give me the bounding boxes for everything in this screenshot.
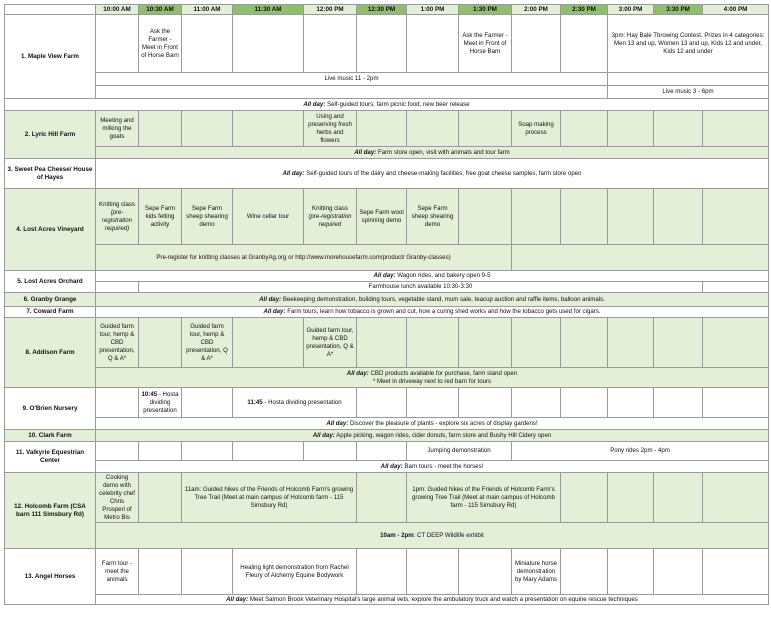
- table-row: [5, 271, 769, 282]
- event-cell: 3pm: Hay Bale Throwing Contest. Prizes in 4 categories: Men 13 and up, Women 13 and up, Kids 12 and under, Kids 12 and under: [608, 15, 769, 73]
- empty-cell: [703, 111, 769, 147]
- allday-text: Meet Salmon Brook Veterinary Hospital's large animal vets, explore the ambulatory truck and watch a presentation on equine rescue techniques: [249, 595, 638, 603]
- allday-cell: [96, 159, 769, 189]
- farm-name: 12. Holcomb Farm (CSA barn 111 Simsbury Rd): [5, 473, 96, 549]
- time-header: 4:00 PM: [703, 5, 769, 15]
- event-cell: Pony rides 2pm - 4pm: [512, 442, 769, 461]
- empty-cell: [304, 15, 357, 73]
- empty-cell: [703, 282, 769, 293]
- event-cell: Soap making process: [512, 111, 561, 147]
- empty-cell: [654, 189, 703, 245]
- event-cell: Miniature horse demonstration by Mary Adams: [512, 549, 561, 595]
- farm-name: 4. Lost Acres Vineyard: [5, 189, 96, 271]
- allday-cell: [96, 461, 769, 473]
- empty-cell: [459, 111, 512, 147]
- event-text: - Hosta dividing presentation: [262, 398, 342, 406]
- event-text: Knitting class: [312, 204, 348, 212]
- empty-cell: [608, 473, 654, 523]
- schedule-table: [4, 4, 769, 605]
- table-row: [5, 86, 769, 99]
- empty-cell: [139, 473, 182, 523]
- event-cell: 1pm: Guided hikes of the Friends of Holcomb Farm's growing Tree Trail (Meet at main campus of Holcomb farm - 115 Simsbury Rd): [407, 473, 561, 523]
- allday-cell: [96, 368, 769, 388]
- event-cell: [233, 388, 357, 418]
- empty-cell: [703, 318, 769, 368]
- empty-cell: [139, 442, 182, 461]
- event-time: 10:45: [141, 390, 158, 398]
- allday-text: Barn tours - meet the horses!: [404, 462, 484, 470]
- table-row: [5, 111, 769, 147]
- allday-text: Wagon rides, and bakery open 9-5: [397, 272, 491, 279]
- empty-cell: [654, 318, 703, 368]
- empty-cell: [608, 111, 654, 147]
- time-header: 12:30 PM: [357, 5, 407, 15]
- event-cell: Farm tour - meet the animals: [96, 549, 139, 595]
- allday-text: Beekeeping demonstration, building tours, vegetable stand, mum sale, teacup auction and raffle items, balloon animals.: [282, 295, 605, 303]
- empty-cell: [357, 15, 407, 73]
- allday-text: Discover the pleasure of plants - explore six acres of display gardens!: [350, 419, 538, 427]
- event-cell: Sepe Farm sheep shearing demo: [407, 189, 459, 245]
- empty-cell: [561, 15, 608, 73]
- empty-cell: [703, 388, 769, 418]
- empty-cell: [459, 549, 512, 595]
- time-header: 2:00 PM: [512, 5, 561, 15]
- empty-cell: [357, 473, 407, 523]
- allday-label: All day:: [312, 431, 335, 439]
- empty-cell: [561, 388, 608, 418]
- table-row: [5, 473, 769, 523]
- time-header: 1:30 PM: [459, 5, 512, 15]
- empty-cell: [703, 189, 769, 245]
- allday-text: Farm tours, learn how tobacco is grown and cut, how a curing shed works and how the tobacco gets used for cigars.: [287, 308, 601, 315]
- empty-cell: [407, 388, 459, 418]
- farm-name: 2. Lyric Hill Farm: [5, 111, 96, 159]
- empty-cell: [703, 549, 769, 595]
- time-header: 3:00 PM: [608, 5, 654, 15]
- empty-cell: [561, 189, 608, 245]
- event-text: : CT DEEP Wildlife exhibit: [413, 531, 484, 539]
- empty-cell: [139, 549, 182, 595]
- allday-text: Farm store open, visit with animals and tour farm: [377, 148, 510, 156]
- empty-cell: [654, 549, 703, 595]
- empty-cell: [703, 473, 769, 523]
- event-cell: Sepe Farm kids felting activity: [139, 189, 182, 245]
- event-text: Knitting class: [99, 200, 135, 208]
- table-row: [5, 368, 769, 388]
- empty-cell: [512, 189, 561, 245]
- allday-cell: [96, 271, 769, 282]
- empty-cell: [96, 388, 139, 418]
- allday-text: Self-guided tours of the dairy and cheese-making facilities, free goat cheese samples, farm store open: [306, 169, 582, 177]
- table-row: [5, 282, 769, 293]
- farm-name: 10. Clark Farm: [5, 430, 96, 442]
- event-cell: Guided farm tour, hemp & CBD presentation, Q & A*: [304, 318, 357, 368]
- table-row: [5, 245, 769, 271]
- table-row: [5, 293, 769, 307]
- empty-cell: [407, 549, 459, 595]
- event-note: (pre-registration required): [101, 208, 133, 232]
- empty-cell: [407, 15, 459, 73]
- event-cell: Meeting and milking the goats: [96, 111, 139, 147]
- event-time: 10am - 2pm: [380, 531, 414, 539]
- event-cell: [304, 189, 357, 245]
- allday-cell: [96, 595, 769, 605]
- empty-cell: [654, 388, 703, 418]
- table-row: [5, 549, 769, 595]
- allday-label: All day:: [354, 148, 377, 156]
- event-cell: 11am: Guided hikes of the Friends of Holcomb Farm's growing Tree Trail (Meet at main campus of Holcomb farm - 115 Simsbury Rd): [182, 473, 357, 523]
- allday-text: Apple picking, wagon rides, cider donuts, farm store and Bushy Hill Cidery open: [336, 431, 552, 439]
- empty-cell: [561, 549, 608, 595]
- event-cell: Sepe Farm sheep shearing demo: [182, 189, 233, 245]
- allday-label: All day:: [282, 169, 305, 177]
- empty-cell: [182, 111, 233, 147]
- empty-cell: [357, 388, 407, 418]
- allday-label: All day:: [259, 295, 282, 303]
- event-cell: Farmhouse lunch available 10:30-3:30: [139, 282, 703, 293]
- table-row: [5, 595, 769, 605]
- empty-cell: [139, 318, 182, 368]
- farm-name: 11. Valkyrie Equestrian Center: [5, 442, 96, 473]
- allday-label: All day:: [263, 308, 286, 315]
- time-header: 3:30 PM: [654, 5, 703, 15]
- table-row: [5, 442, 769, 461]
- empty-cell: [96, 442, 139, 461]
- table-row: [5, 159, 769, 189]
- empty-cell: [233, 442, 304, 461]
- time-header: 1:00 PM: [407, 5, 459, 15]
- event-cell: [139, 388, 182, 418]
- allday-cell: [96, 307, 769, 318]
- empty-cell: [304, 442, 357, 461]
- table-row: [5, 15, 769, 73]
- time-header: 12:00 PM: [304, 5, 357, 15]
- empty-cell: [182, 15, 233, 73]
- empty-cell: [608, 549, 654, 595]
- empty-cell: [96, 86, 608, 99]
- allday-cell: [96, 418, 769, 430]
- event-cell: Healing light demonstration from Rachel Fleury of Alchemy Equine Bodywork: [233, 549, 357, 595]
- event-cell: Ask the Farmer - Meet in Front of Horse Barn: [459, 15, 512, 73]
- empty-cell: [407, 111, 459, 147]
- empty-cell: [233, 318, 304, 368]
- time-header: 2:30 PM: [561, 5, 608, 15]
- allday-cell: [96, 147, 769, 159]
- allday-label: All day:: [380, 462, 403, 470]
- time-header-row: [5, 5, 769, 15]
- empty-cell: [512, 245, 769, 271]
- allday-cell: [96, 293, 769, 307]
- empty-cell: [357, 111, 407, 147]
- time-header: 11:30 AM: [233, 5, 304, 15]
- empty-cell: [459, 189, 512, 245]
- event-cell: Using and preserving fresh herbs and flowers: [304, 111, 357, 147]
- empty-cell: [561, 473, 608, 523]
- farm-name: 5. Lost Acres Orchard: [5, 271, 96, 293]
- event-cell: [96, 523, 769, 549]
- table-row: [5, 307, 769, 318]
- event-cell: Live music 3 - 6pm: [608, 86, 769, 99]
- empty-cell: [357, 549, 407, 595]
- event-cell: Guided farm tour, hemp & CBD presentation, Q & A*: [182, 318, 233, 368]
- empty-cell: [96, 15, 139, 73]
- empty-cell: [407, 318, 459, 368]
- allday-text: CBD products available for purchase, farm stand open: [370, 369, 518, 377]
- empty-cell: [139, 111, 182, 147]
- empty-cell: [608, 318, 654, 368]
- empty-cell: [182, 549, 233, 595]
- empty-cell: [233, 111, 304, 147]
- allday-cell: [96, 430, 769, 442]
- farm-name: 1. Maple View Farm: [5, 15, 96, 99]
- event-note: (pre-registration required: [308, 212, 352, 228]
- time-header: 10:30 AM: [139, 5, 182, 15]
- empty-cell: [561, 111, 608, 147]
- empty-cell: [96, 282, 139, 293]
- event-time: 11:45: [247, 398, 263, 406]
- farm-name: 6. Granby Grange: [5, 293, 96, 307]
- empty-cell: [608, 189, 654, 245]
- table-row: [5, 418, 769, 430]
- farm-name: 7. Coward Farm: [5, 307, 96, 318]
- empty-cell: [512, 15, 561, 73]
- empty-cell: [182, 442, 233, 461]
- table-row: [5, 318, 769, 368]
- allday-cell: [5, 99, 769, 111]
- empty-cell: [608, 73, 769, 86]
- event-cell: Sepe Farm wool spinning demo: [357, 189, 407, 245]
- farm-name: 9. O'Brien Nursery: [5, 388, 96, 430]
- header-corner: [5, 5, 96, 15]
- table-row: [5, 523, 769, 549]
- empty-cell: [357, 442, 407, 461]
- empty-cell: [654, 111, 703, 147]
- empty-cell: [459, 388, 512, 418]
- allday-text: Self-guided tours, farm picnic food, new beer release: [327, 100, 470, 108]
- event-cell: Jumping demonstration: [407, 442, 512, 461]
- event-cell: Wine cellar tour: [233, 189, 304, 245]
- table-row: [5, 99, 769, 111]
- event-cell: Ask the Farmer - Meet in Front of Horse Barn: [139, 15, 182, 73]
- table-row: [5, 147, 769, 159]
- allday-label: All day:: [373, 272, 396, 279]
- table-row: [5, 430, 769, 442]
- allday-note: * Meet in driveway next to red barn for tours: [372, 377, 492, 385]
- empty-cell: [182, 388, 233, 418]
- empty-cell: [233, 15, 304, 73]
- empty-cell: [459, 318, 512, 368]
- empty-cell: [512, 318, 561, 368]
- allday-label: All day:: [326, 419, 349, 427]
- farm-name: 13. Angel Horses: [5, 549, 96, 605]
- empty-cell: [654, 473, 703, 523]
- event-cell: [96, 189, 139, 245]
- event-text: - Hosta dividing presentation: [143, 390, 179, 414]
- empty-cell: [608, 388, 654, 418]
- allday-label: All day:: [346, 369, 369, 377]
- allday-label: All day:: [303, 100, 326, 108]
- table-row: [5, 73, 769, 86]
- empty-cell: [561, 318, 608, 368]
- event-cell: Cooking demo with celebrity chef Chris Prosperi of Metro Bis: [96, 473, 139, 523]
- time-header: 11:00 AM: [182, 5, 233, 15]
- empty-cell: [357, 318, 407, 368]
- event-cell: Live music 11 - 2pm: [96, 73, 608, 86]
- empty-cell: [512, 388, 561, 418]
- event-cell: Pre-register for knitting classes at GranbyAg.org or http://www.morehousefarm.com/product/ Granby-classes): [96, 245, 512, 271]
- event-cell: Guided farm tour, hemp & CBD presentation, Q & A*: [96, 318, 139, 368]
- time-header: 10:00 AM: [96, 5, 139, 15]
- farm-name: 8. Addison Farm: [5, 318, 96, 388]
- table-row: [5, 388, 769, 418]
- allday-label: All day:: [226, 595, 249, 603]
- table-row: [5, 189, 769, 245]
- farm-name: 3. Sweet Pea Cheese/ House of Hayes: [5, 159, 96, 189]
- table-row: [5, 461, 769, 473]
